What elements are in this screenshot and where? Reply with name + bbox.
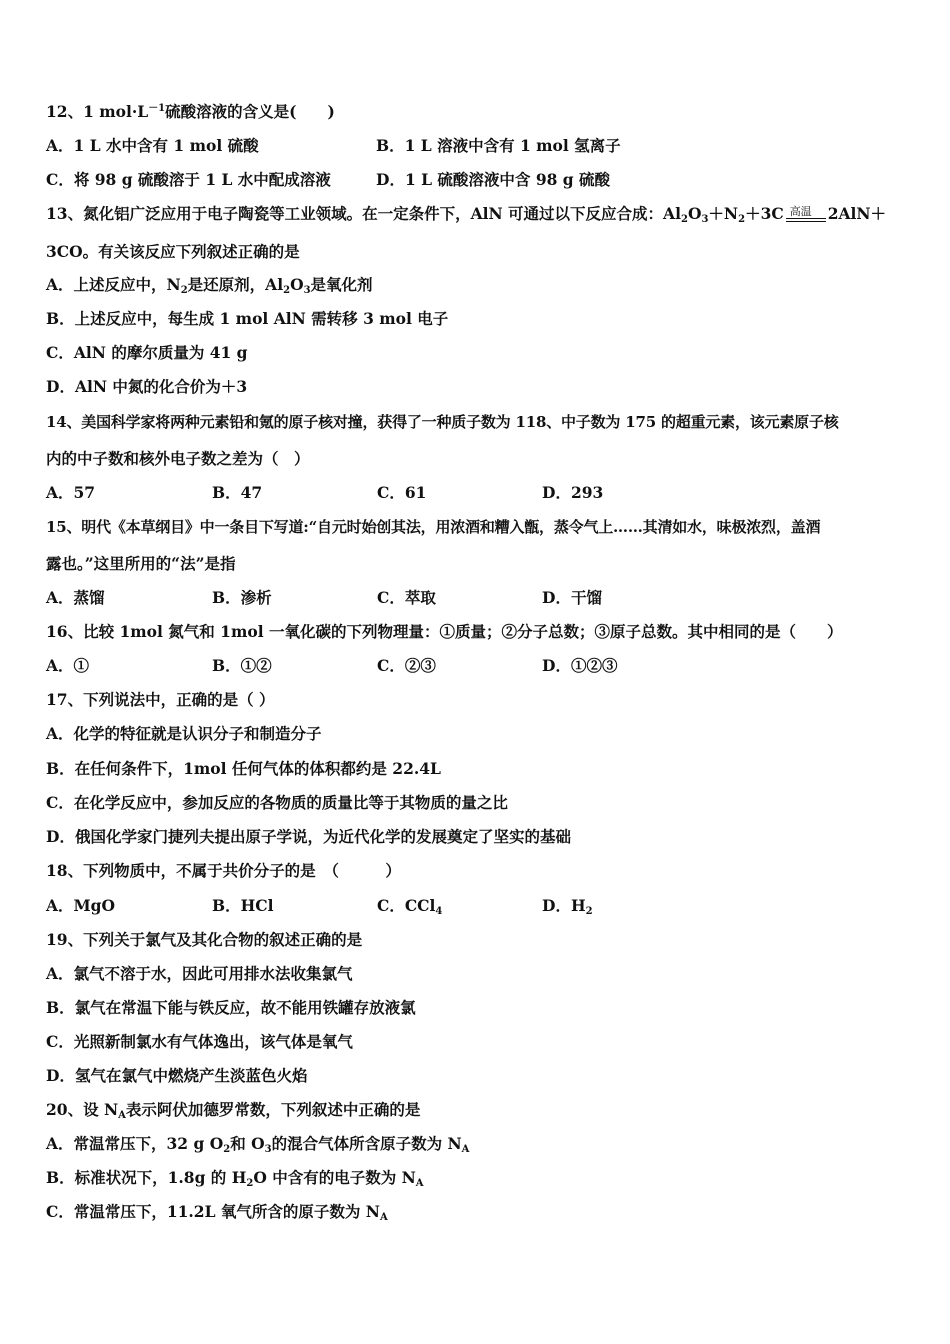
q17-option-a: A．化学的特征就是认识分子和制造分子: [46, 724, 322, 743]
q19-option-a: A．氯气不溶于水，因此可用排水法收集氯气: [46, 964, 353, 983]
q18-stem: 18、下列物质中，不属于共价分子的是 （ ）: [46, 861, 401, 880]
q15-option-d: D．干馏: [542, 588, 602, 607]
q13-stem-line2: 3CO。有关该反应下列叙述正确的是: [46, 242, 300, 261]
q13-stem-line1: 13、氮化铝广泛应用于电子陶瓷等工业领域。在一定条件下，AlN 可通过以下反应合成：$Al_2O_3+N_2+3C$ 高温 2AlN＋: [46, 204, 887, 225]
q15-stem-line1: 15、明代《本草纲目》中一条目下写道:“自元时始创其法，用浓酒和糟入甑，蒸令气上……其清如水，味极浓烈，盖酒: [46, 518, 821, 536]
q13-option-d: D．AlN 中氮的化合价为＋3: [46, 377, 248, 396]
q12-option-b: B．1 L 溶液中含有 1 mol 氢离子: [376, 136, 621, 155]
q19-option-c: C．光照新制氯水有气体逸出，该气体是氧气: [46, 1032, 353, 1051]
reaction-condition-arrow: 高温: [786, 204, 826, 224]
q13-option-c: C．AlN 的摩尔质量为 41 g: [46, 343, 248, 362]
q18-option-d: D．$H_2$: [542, 896, 593, 917]
q17-option-c: C．在化学反应中，参加反应的各物质的质量比等于其物质的量之比: [46, 793, 508, 812]
q16-stem: 16、比较 1mol 氮气和 1mol 一氧化碳的下列物理量：①质量；②分子总数；③原子总数。其中相同的是（ ）: [46, 622, 843, 641]
q15-option-c: C．萃取: [377, 588, 436, 607]
question-number: 12、: [46, 102, 84, 121]
q16-option-a: A．①: [46, 656, 90, 675]
q18-option-b: B．HCl: [212, 896, 274, 915]
q14-stem-line2: 内的中子数和核外电子数之差为（ ）: [46, 449, 310, 468]
q14-option-d: D．293: [542, 483, 604, 502]
q12-option-d: D．1 L 硫酸溶液中含 98 g 硫酸: [376, 170, 611, 189]
q12-options-row1: [46, 136, 259, 156]
q15-option-b: B．渗析: [212, 588, 272, 607]
q18-option-c: C．CCl$_4$: [377, 896, 443, 917]
q19-stem: 19、下列关于氯气及其化合物的叙述正确的是: [46, 930, 363, 949]
q14-option-b: B．47: [212, 483, 263, 502]
q16-option-b: B．①②: [212, 656, 272, 675]
q12-option-c: C．将 98 g 硫酸溶于 1 L 水中配成溶液: [46, 170, 331, 189]
q20-stem: 20、设 $N_A$表示阿伏加德罗常数，下列叙述中正确的是: [46, 1100, 421, 1121]
q15-option-a: A．蒸馏: [46, 588, 105, 607]
q13-option-b: B．上述反应中，每生成 1 mol AlN 需转移 3 mol 电子: [46, 309, 449, 328]
q16-option-d: D．①②③: [542, 656, 618, 675]
q17-option-d: D．俄国化学家门捷列夫提出原子学说，为近代化学的发展奠定了坚实的基础: [46, 827, 571, 846]
q19-option-d: D．氢气在氯气中燃烧产生淡蓝色火焰: [46, 1066, 308, 1085]
q16-option-c: C．②③: [377, 656, 436, 675]
q12-stem: 12、1 $mol\cdot L^{-1}$硫酸溶液的含义是( ): [46, 102, 335, 121]
q17-option-b: B．在任何条件下，1mol 任何气体的体积都约是 22.4L: [46, 759, 441, 778]
q20-option-a: A．常温常压下，32 g $O_2$和 $O_3$的混合气体所含原子数为 $N_A$: [46, 1134, 470, 1155]
q14-option-a: A．57: [46, 483, 96, 502]
q17-stem: 17、下列说法中，正确的是（ ）: [46, 690, 275, 709]
q14-stem-line1: 14、美国科学家将两种元素铅和氪的原子核对撞，获得了一种质子数为 118、中子数为 175 的超重元素，该元素原子核: [46, 413, 839, 431]
q20-option-c: C．常温常压下，11.2L 氧气所含的原子数为 $N_A$: [46, 1202, 388, 1223]
q20-option-b: B．标准状况下，1.8g 的 $H_2O$ 中含有的电子数为 $N_A$: [46, 1168, 424, 1189]
q18-option-a: A．MgO: [46, 896, 116, 915]
q19-option-b: B．氯气在常温下能与铁反应，故不能用铁罐存放液氯: [46, 998, 416, 1017]
q12-option-a: A．1 L 水中含有 1 mol 硫酸: [46, 136, 259, 155]
q13-option-a: A．上述反应中，$N_2$是还原剂，$Al_2O_3$是氧化剂: [46, 275, 373, 296]
q14-option-c: C．61: [377, 483, 427, 502]
q15-stem-line2: 露也。”这里所用的“法”是指: [46, 554, 236, 573]
